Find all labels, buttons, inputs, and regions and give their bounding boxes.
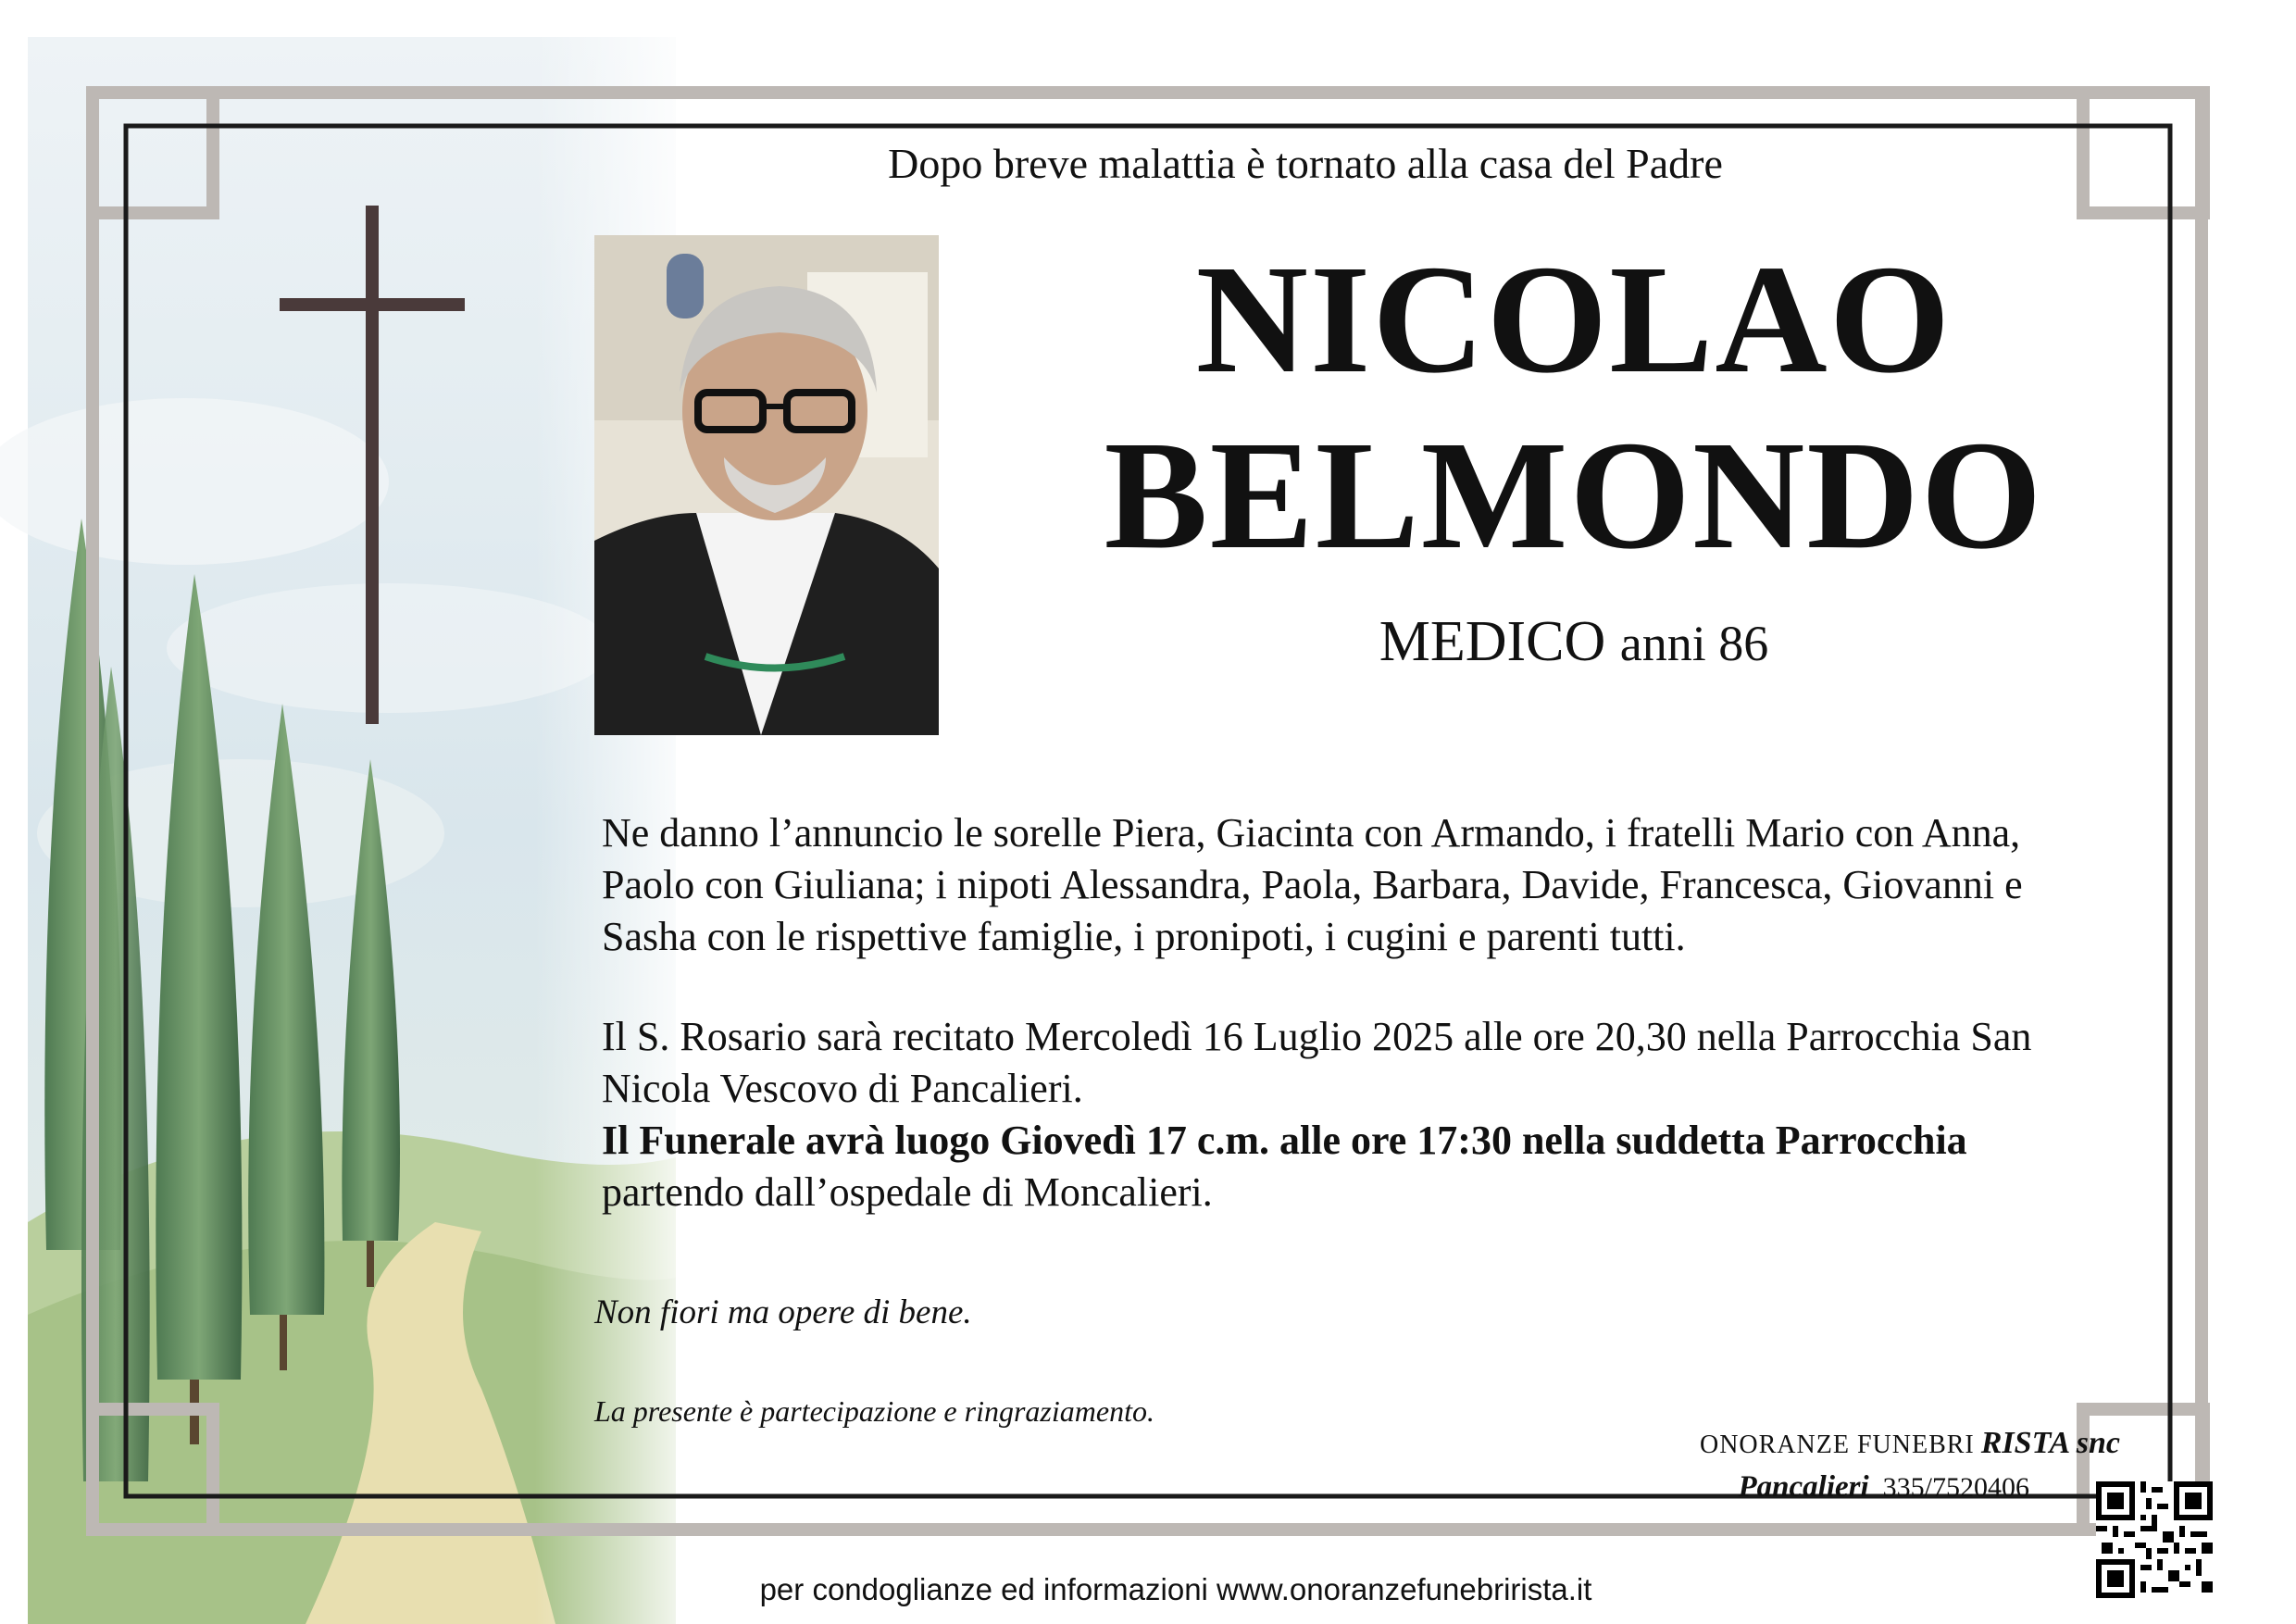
intro-text: Dopo breve malattia è tornato alla casa del Padre [888,140,1723,187]
qr-code[interactable] [2096,1481,2213,1598]
funeral-agency [1574,1426,2120,1461]
profession-age [963,609,2185,675]
announcement-text: Ne danno l’annuncio le sorelle Piera, Giacinta con Armando, i fratelli Mario con Anna, Paolo con Giuliana; i nipoti Alessandra, Paola, Barbara, Davide, Francesca, Giovanni e Sasha con le rispettive famiglie, i pronipoti, i cugini e parenti tutti. [602,810,2023,959]
departure-text: partendo dall’ospedale di Moncalieri. [602,1169,1213,1215]
age: anni 86 [1619,616,1769,671]
agency-town: Pancalieri [1738,1470,1869,1504]
last-name: BELMONDO [1104,409,2044,581]
agency-name: RISTA snc [1980,1426,2120,1460]
rosary-text: Il S. Rosario sarà recitato Mercoledì 16 Luglio 2025 alle ore 20,30 nella Parrocchia San Nicola Vescovo di Pancalieri. [602,1014,2032,1111]
agency-label: ONORANZE FUNEBRI [1699,1430,1975,1459]
agency-phone: 335/7520406 [1882,1472,2029,1503]
footer-contact: per condoglianze ed informazioni www.onoranzefunebrirista.it [759,1572,1592,1606]
funeral-text: Il Funerale avrà luogo Giovedì 17 c.m. alle ore 17:30 nella suddetta Parrocchia [602,1118,1967,1163]
ceremony-details [602,1011,2120,1218]
thanks-note: La presente è partecipazione e ringraziamento. [594,1394,1154,1428]
flowers-note: Non fiori ma opere di bene. [594,1293,972,1331]
deceased-name [963,231,2185,583]
agency-contact [1574,1470,2029,1505]
first-name: NICOLAO [1195,233,1953,406]
portrait-photo [594,235,939,735]
profession: MEDICO [1379,610,1606,673]
